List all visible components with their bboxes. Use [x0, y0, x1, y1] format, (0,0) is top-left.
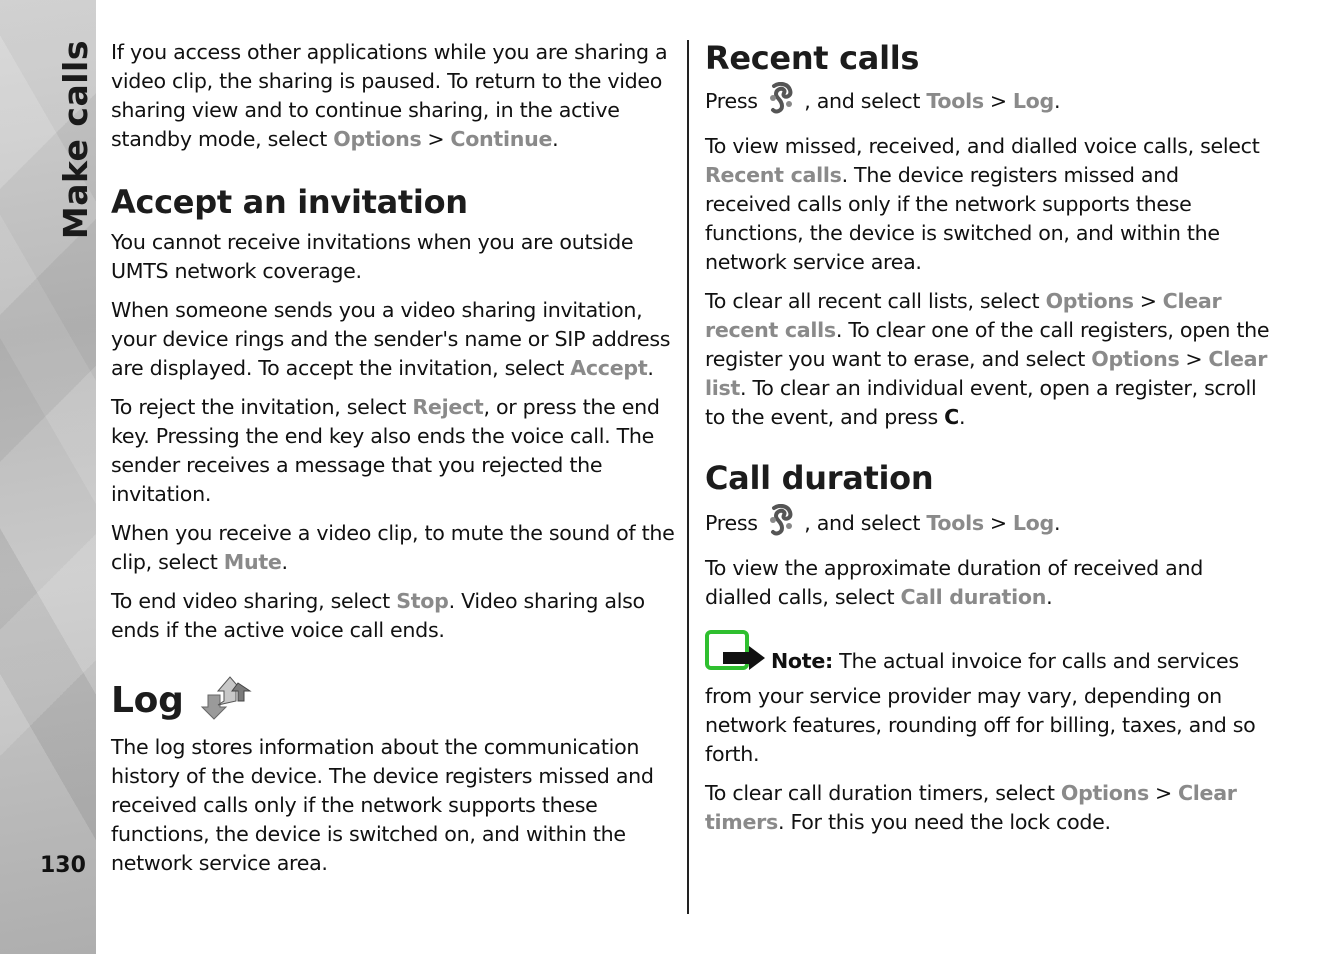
menu-continue: Continue [450, 127, 553, 151]
menu-accept: Accept [570, 356, 648, 380]
intro-paragraph: If you access other applications while you are sharing a video clip, the sharing is paused. To return to the video sharing view and to continue sharing, in the active standby mode, select Options > Continue. [111, 40, 668, 151]
menu-reject: Reject [412, 395, 484, 419]
heading-recent-calls: Recent calls [705, 39, 920, 77]
menu-options-1: Options [1045, 289, 1134, 313]
duration-p1: Press , and select Tools > Log. [705, 504, 1270, 544]
log-p1: The log stores information about the communication history of the device. The device registers missed and received calls only if the network supports these functions, the device is switched on, and within the network service area. [111, 735, 654, 875]
menu-options: Options [333, 127, 422, 151]
menu-mute: Mute [223, 550, 282, 574]
duration-p2: To view the approximate duration of received and dialled calls, select Call duration. [705, 556, 1203, 609]
menu-clear-recent-calls: Clear recent calls [705, 289, 1222, 342]
c-key: C [944, 405, 959, 429]
log-arrows-icon [198, 671, 256, 725]
accept-p5: To end video sharing, select Stop. Video sharing also ends if the active voice call ends. [111, 589, 645, 642]
menu-tools: Tools [926, 89, 984, 113]
recent-p1: Press , and select Tools > Log. [705, 82, 1270, 122]
menu-options-2: Options [1091, 347, 1180, 371]
menu-call-duration: Call duration [900, 585, 1047, 609]
right-column [705, 38, 1270, 847]
menu-key-icon [764, 504, 798, 544]
menu-recent-calls: Recent calls [705, 163, 842, 187]
menu-tools: Tools [926, 511, 984, 535]
accept-p3: To reject the invitation, select Reject, or press the end key. Pressing the end key also ends the voice call. The sender receives a message that you rejected the invitation. [111, 395, 660, 506]
left-column [111, 38, 676, 888]
column-divider [687, 40, 689, 914]
section-title: Make calls [56, 40, 95, 240]
page-number: 130 [40, 853, 86, 878]
menu-log: Log [1012, 511, 1054, 535]
accept-p2: When someone sends you a video sharing invitation, your device rings and the sender's name or SIP address are displayed. To accept the invitation, select Accept. [111, 298, 671, 380]
menu-log: Log [1012, 89, 1054, 113]
sidebar [0, 0, 96, 954]
menu-clear-timers: Clear timers [705, 781, 1237, 834]
note-label: Note: [771, 649, 833, 673]
log-heading-row [111, 677, 676, 725]
menu-key-icon [764, 82, 798, 122]
duration-p4: To clear call duration timers, select Options > Clear timers. For this you need the lock code. [705, 781, 1237, 834]
heading-call-duration: Call duration [705, 459, 934, 497]
note-paragraph: Note: The actual invoice for calls and services from your service provider may vary, depending on network features, rounding off for billing, taxes, and so forth. [705, 630, 1270, 769]
recent-p3: To clear all recent call lists, select Options > Clear recent calls. To clear one of the call registers, open the register you want to erase, and select Options > Clear list. To clear an individual event, open a register, scroll to the event, and press C. [705, 289, 1270, 429]
menu-clear-list: Clear list [705, 347, 1268, 400]
accept-p1: You cannot receive invitations when you are outside UMTS network coverage. [111, 230, 634, 283]
note-icon [705, 630, 767, 682]
menu-options-3: Options [1060, 781, 1149, 805]
accept-p4: When you receive a video clip, to mute the sound of the clip, select Mute. [111, 521, 675, 574]
heading-log: Log [111, 680, 184, 721]
heading-accept-invitation: Accept an invitation [111, 183, 468, 221]
menu-stop: Stop [396, 589, 449, 613]
recent-p2: To view missed, received, and dialled voice calls, select Recent calls. The device registers missed and received calls only if the network supports these functions, the device is switched on, and within the network service area. [705, 134, 1260, 274]
